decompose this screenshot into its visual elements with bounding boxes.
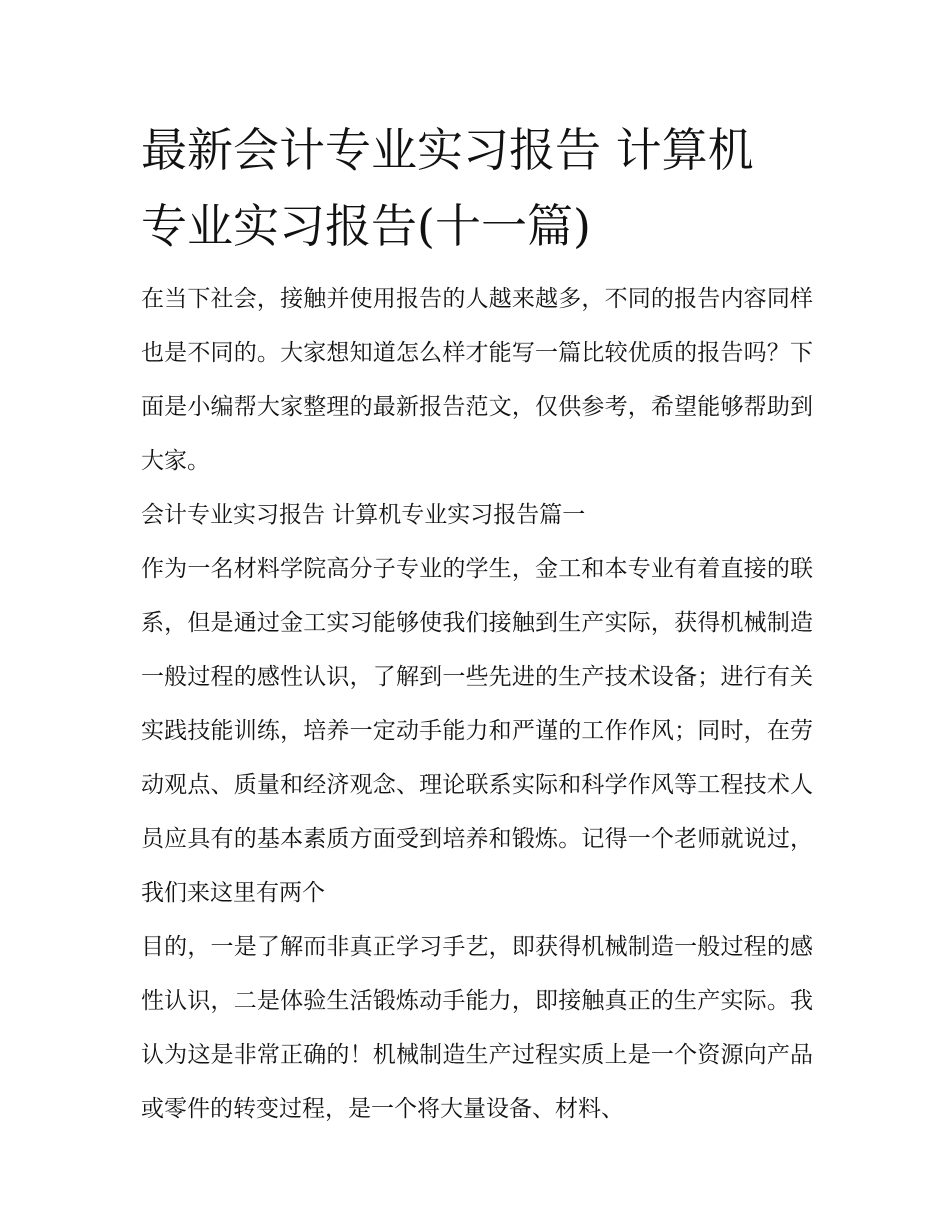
body-paragraph-1: 作为一名材料学院高分子专业的学生，金工和本专业有着直接的联系，但是通过金工实习能够使我们接触到生产实际，获得机械制造一般过程的感性认识，了解到一些先进的生产技术设备；进行有关实践技能训练，培养一定动手能力和严谨的工作作风；同时，在劳动观点、质量和经济观念、理论联系实际和科学作风等工程技术人员应具有的基本素质方面受到培养和锻炼。记得一个老师就说过，我们来这里有两个	[141, 556, 813, 906]
document-title	[141, 112, 813, 264]
document-content	[141, 112, 813, 1136]
title-line-2: 专业实习报告(十一篇)	[141, 199, 591, 253]
intro-paragraph: 在当下社会，接触并使用报告的人越来越多，不同的报告内容同样也是不同的。大家想知道怎么样才能写一篇比较优质的报告吗？下面是小编帮大家整理的最新报告范文，仅供参考，希望能够帮助到大家。	[141, 286, 813, 474]
body-paragraph-2: 目的，一是了解而非真正学习手艺，即获得机械制造一般过程的感性认识，二是体验生活锻炼动手能力，即接触真正的生产实际。我认为这是非常正确的！机械制造生产过程实质上是一个资源向产品或零件的转变过程，是一个将大量设备、材料、	[141, 934, 813, 1122]
section-heading: 会计专业实习报告 计算机专业实习报告篇一	[141, 502, 586, 528]
title-line-1: 最新会计专业实习报告 计算机	[141, 123, 754, 177]
